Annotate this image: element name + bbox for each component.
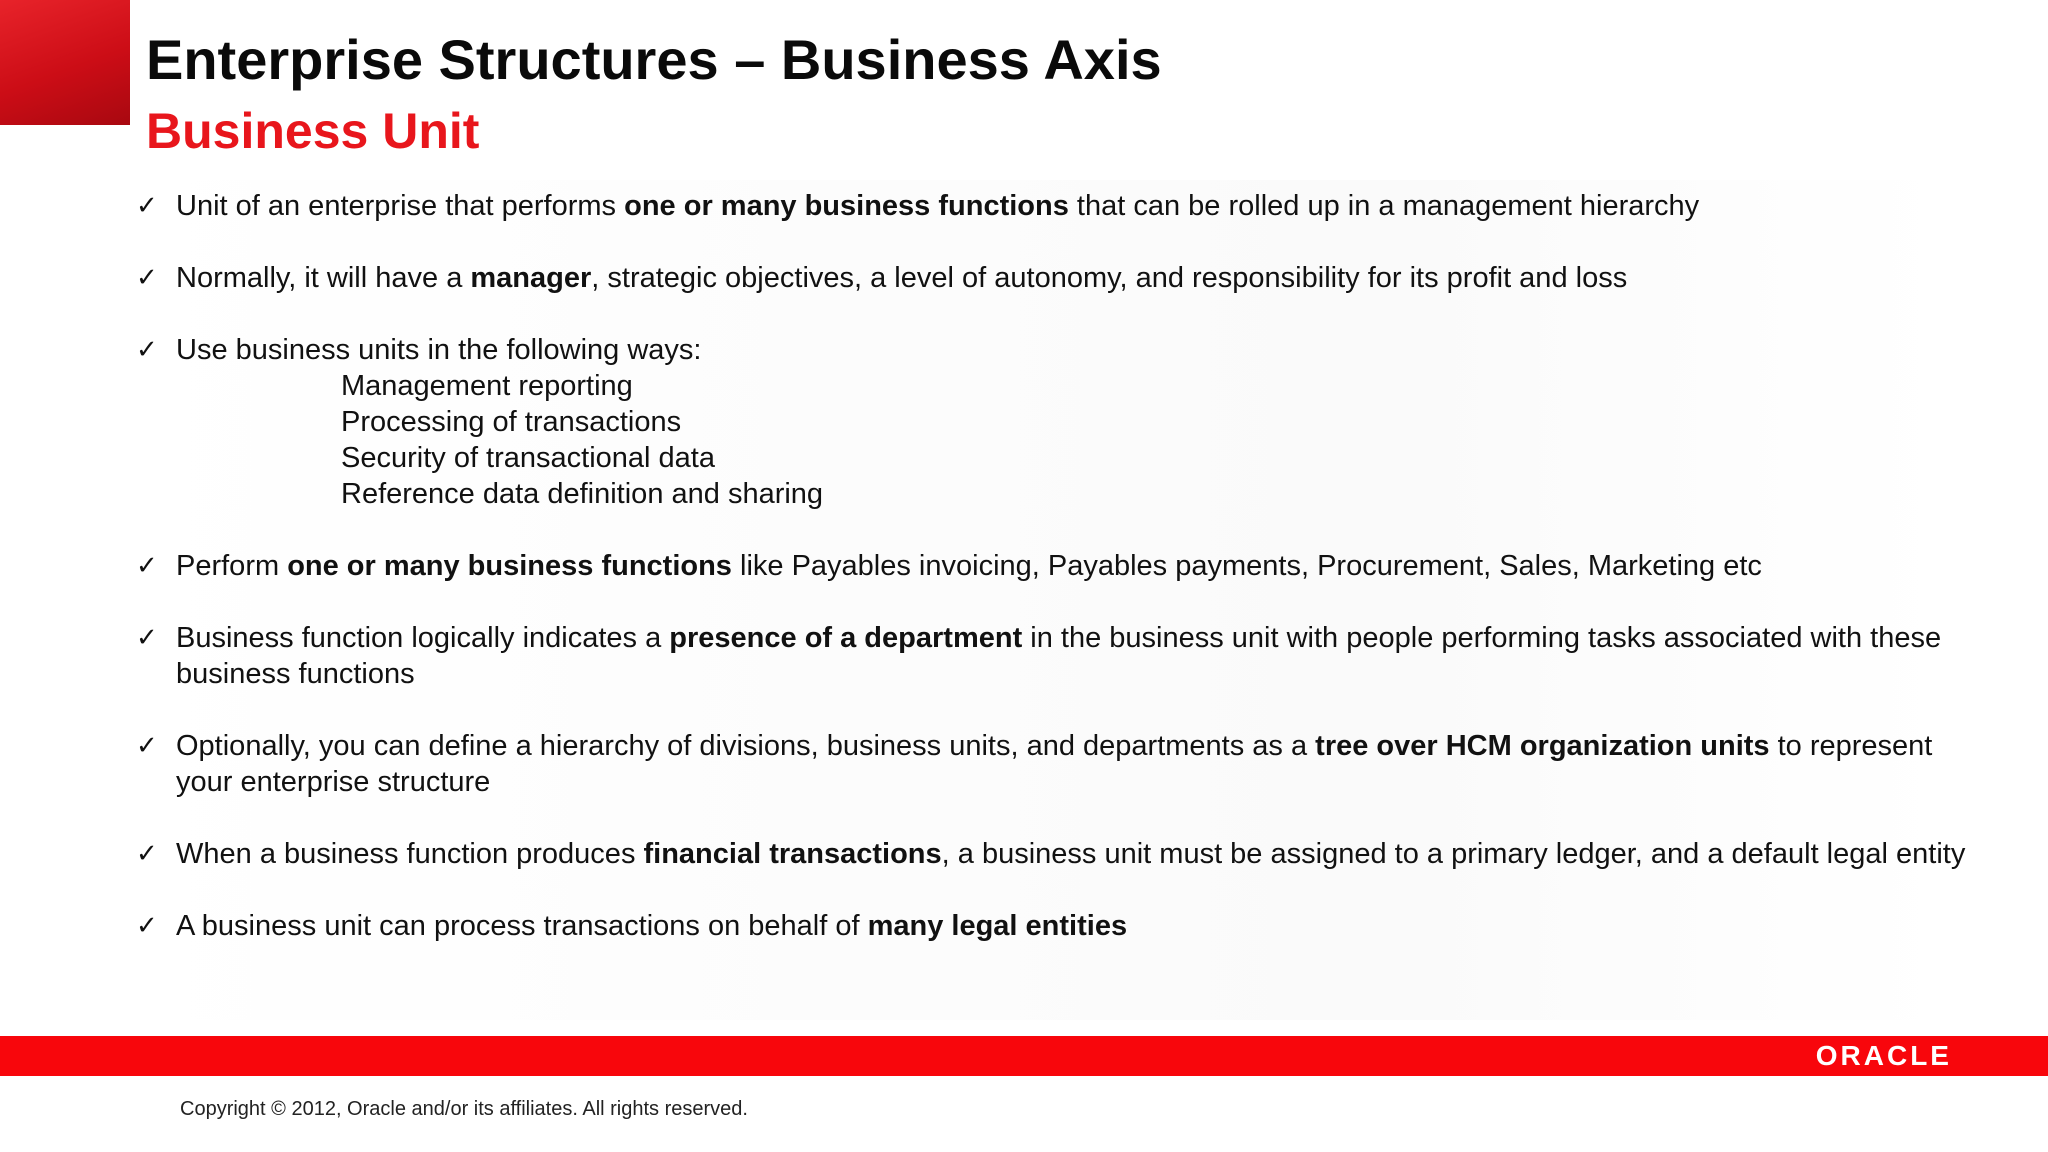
bullet-item: [136, 728, 1966, 800]
sub-list: [176, 368, 1966, 512]
bullet-text: like Payables invoicing, Payables payments, Procurement, Sales, Marketing etc: [731, 550, 1762, 582]
bullet-text: , a business unit must be assigned to a primary ledger, and a default legal entity: [941, 838, 1966, 870]
bullet-item: [136, 908, 1966, 944]
bullet-text: in the business unit with people performing tasks associated with these business functions: [176, 622, 1942, 690]
sub-list-item: Security of transactional data: [341, 442, 715, 474]
bullet-item: [136, 332, 1966, 512]
bullet-emphasis: manager: [470, 262, 592, 294]
bullet-item: [136, 548, 1966, 584]
bullet-item: [136, 260, 1966, 296]
bullet-text: When a business function produces: [176, 838, 644, 870]
bullet-text: Optionally, you can define a hierarchy of divisions, business units, and departments as a: [176, 730, 1316, 762]
copyright-text: Copyright © 2012, Oracle and/or its affiliates. All rights reserved.: [180, 1098, 748, 1120]
bullet-text: Business function logically indicates a: [176, 622, 670, 654]
bullet-emphasis: many legal entities: [867, 910, 1128, 942]
sub-list-item: Management reporting: [341, 370, 633, 402]
bullet-item: [136, 188, 1966, 224]
checkmark-icon: ✓: [136, 335, 158, 365]
checkmark-icon: ✓: [136, 623, 158, 653]
bullet-emphasis: one or many business functions: [287, 550, 732, 582]
checkmark-icon: ✓: [136, 191, 158, 221]
slide-subtitle: Business Unit: [146, 103, 480, 159]
bullet-item: [136, 620, 1966, 692]
bullet-text: A business unit can process transactions on behalf of: [176, 910, 868, 942]
bullet-emphasis: presence of a department: [669, 622, 1023, 654]
bullet-emphasis: tree over HCM organization units: [1315, 730, 1770, 762]
footer-bar: [0, 1036, 2048, 1076]
sub-list-item: Processing of transactions: [341, 406, 682, 438]
checkmark-icon: ✓: [136, 263, 158, 293]
checkmark-icon: ✓: [136, 839, 158, 869]
bullet-text: Unit of an enterprise that performs: [176, 190, 625, 222]
checkmark-icon: ✓: [136, 911, 158, 941]
bullet-list: [136, 188, 1966, 980]
bullet-text: , strategic objectives, a level of autonomy, and responsibility for its profit and loss: [591, 262, 1628, 294]
checkmark-icon: ✓: [136, 731, 158, 761]
slide-title: Enterprise Structures – Business Axis: [146, 28, 1162, 91]
sub-list-item: Reference data definition and sharing: [341, 478, 824, 510]
bullet-text: Perform: [176, 550, 288, 582]
bullet-text: Normally, it will have a: [176, 262, 471, 294]
corner-accent-block: [0, 0, 130, 125]
bullet-emphasis: financial transactions: [643, 838, 942, 870]
bullet-item: [136, 836, 1966, 872]
bullet-text: Use business units in the following ways:: [176, 334, 702, 366]
checkmark-icon: ✓: [136, 551, 158, 581]
bullet-text: that can be rolled up in a management hierarchy: [1068, 190, 1700, 222]
oracle-logo: ORACLE: [1815, 1040, 1952, 1071]
bullet-emphasis: one or many business functions: [624, 190, 1069, 222]
bullet-text: to represent your enterprise structure: [176, 730, 1933, 798]
